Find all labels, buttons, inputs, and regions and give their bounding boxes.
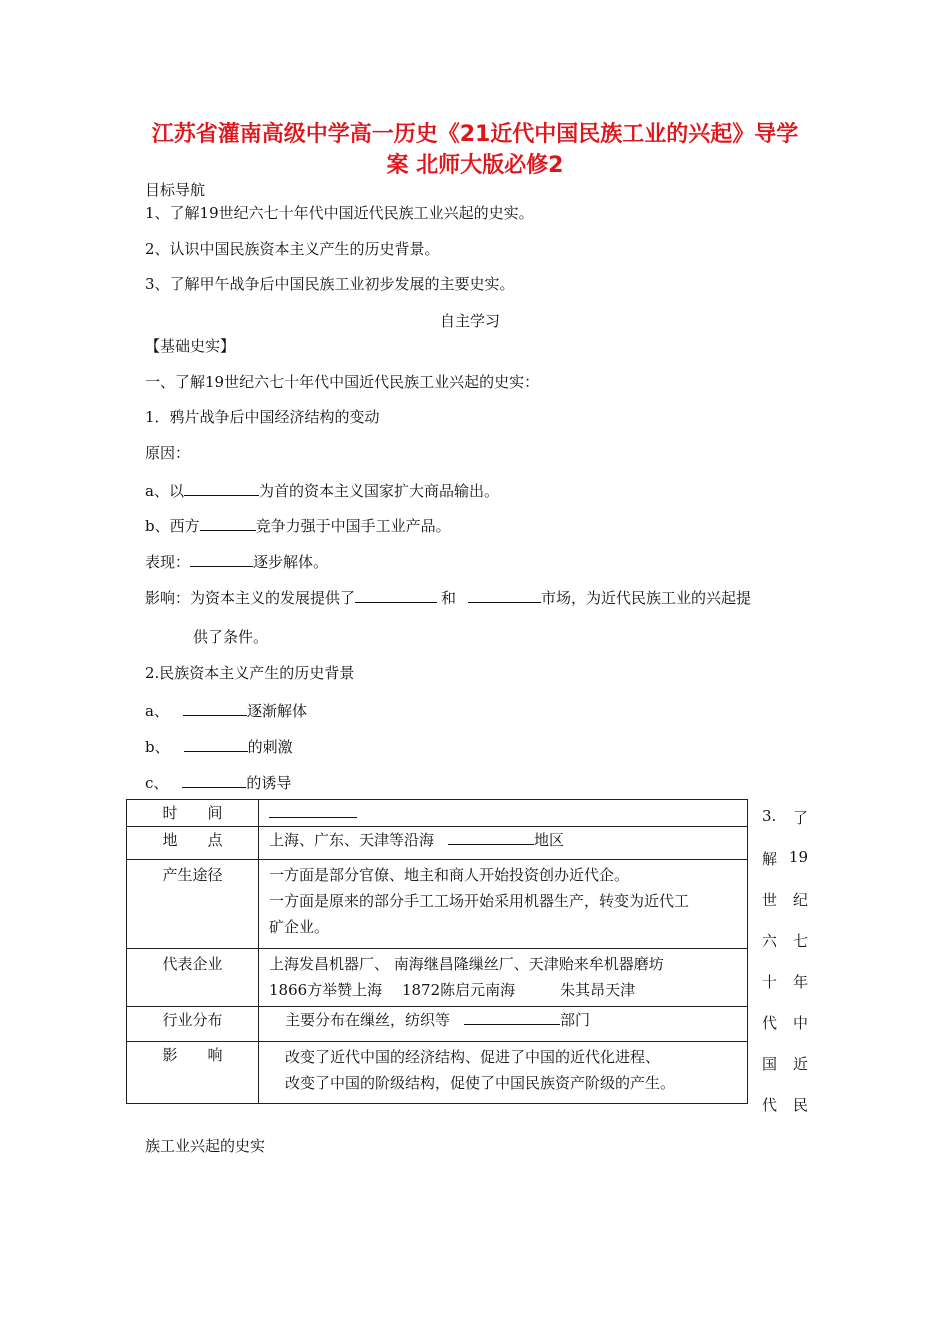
impact-line (145, 586, 751, 608)
cause-b-suffix: 竞争力强于中国手工业产品。 (255, 517, 451, 535)
background-b-suffix: 的刺激 (247, 738, 293, 756)
table-row (127, 1042, 748, 1104)
fill-blank[interactable] (269, 801, 357, 818)
impact-suffix: 市场，为近代民族工业的兴起提 (541, 589, 752, 607)
table-cell: 改变了近代中国的经济结构、促进了中国的近代化进程、 改变了中国的阶级结构，促使了中国民族资产阶级的产生。 (259, 1042, 748, 1104)
item-heading: 1．鸦片战争后中国经济结构的变动 (145, 408, 380, 426)
table-cell: 一方面是部分官僚、地主和商人开始投资创办近代企。 一方面是原来的部分手工工场开始采用机器生产，转变为近代工 矿企业。 (259, 860, 748, 949)
section-heading: 一、了解19世纪六七十年代中国近代民族工业兴起的史实： (145, 373, 540, 391)
cause-b-line (145, 514, 451, 536)
fill-blank[interactable] (190, 550, 253, 567)
table-row (127, 827, 748, 860)
side-text-continued: 族工业兴起的史实 (145, 1137, 266, 1155)
item-heading: 2.民族资本主义产生的历史背景 (145, 664, 355, 682)
cause-a-line (145, 479, 499, 501)
fill-blank[interactable] (355, 586, 437, 603)
background-c-prefix: c、 (145, 774, 169, 792)
fill-blank[interactable] (182, 771, 246, 788)
industry-table (126, 799, 748, 1104)
table-row (127, 800, 748, 827)
table-cell: 上海发昌机器厂、 南海继昌隆缫丝厂、天津贻来牟机器磨坊 1866方举赞上海 1872陈启元南海 朱其昂天津 (259, 949, 748, 1007)
self-study-heading: 自主学习 (440, 312, 501, 330)
table-row (127, 860, 748, 949)
fill-blank[interactable] (183, 699, 247, 716)
background-c-suffix: 的诱导 (246, 774, 292, 792)
goals-heading: 目标导航 (145, 181, 206, 199)
fill-blank[interactable] (184, 479, 259, 496)
performance-prefix: 表现： (145, 553, 191, 571)
table-label: 影 响 (127, 1042, 259, 1104)
cause-a-suffix: 为首的资本主义国家扩大商品输出。 (258, 482, 499, 500)
document-title-line1: 江苏省灌南高级中学高一历史《21近代中国民族工业的兴起》导学 (151, 122, 799, 147)
background-b-prefix: b、 (145, 738, 170, 756)
impact-prefix: 影响：为资本主义的发展提供了 (145, 589, 356, 607)
document-title-line2: 案 北师大版必修2 (386, 153, 564, 178)
table-row (127, 949, 748, 1007)
table-row (127, 1007, 748, 1042)
goal-item: 2、认识中国民族资本主义产生的历史背景。 (145, 240, 440, 258)
table-label: 产生途径 (127, 860, 259, 949)
background-b-line (145, 735, 293, 757)
impact-continued: 供了条件。 (193, 628, 269, 646)
performance-line (145, 550, 328, 572)
table-label: 行业分布 (127, 1007, 259, 1042)
goal-item: 1、了解19世纪六七十年代中国近代民族工业兴起的史实。 (145, 204, 534, 222)
industry-suffix: 部门 (560, 1011, 591, 1029)
table-cell (259, 1007, 748, 1042)
table-label: 代表企业 (127, 949, 259, 1007)
goal-item: 3、了解甲午战争后中国民族工业初步发展的主要史实。 (145, 275, 515, 293)
fill-blank[interactable] (464, 1008, 560, 1025)
cause-b-prefix: b、西方 (145, 517, 200, 535)
fill-blank[interactable] (200, 514, 256, 531)
place-suffix: 地区 (534, 831, 565, 849)
table-label: 地 点 (127, 827, 259, 860)
side-column-text: 3. 了 解 19 世 纪 六 七 十 年 代 中 国 近 代 民 (762, 807, 808, 1114)
fill-blank[interactable] (448, 828, 534, 845)
performance-suffix: 逐步解体。 (253, 553, 329, 571)
table-label: 时 间 (127, 800, 259, 827)
place-prefix: 上海、广东、天津等沿海 (269, 831, 435, 849)
table-cell (259, 800, 748, 827)
industry-prefix: 主要分布在缫丝，纺织等 (285, 1011, 451, 1029)
cause-a-prefix: a、以 (145, 482, 184, 500)
fill-blank[interactable] (184, 735, 248, 752)
background-a-line (145, 699, 307, 721)
background-a-suffix: 逐渐解体 (246, 702, 307, 720)
impact-mid: 和 (441, 589, 457, 607)
fill-blank[interactable] (468, 586, 541, 603)
table-cell (259, 827, 748, 860)
cause-label: 原因： (145, 444, 191, 462)
background-a-prefix: a、 (145, 702, 169, 720)
basic-facts-heading: 【基础史实】 (145, 337, 236, 355)
background-c-line (145, 771, 291, 793)
